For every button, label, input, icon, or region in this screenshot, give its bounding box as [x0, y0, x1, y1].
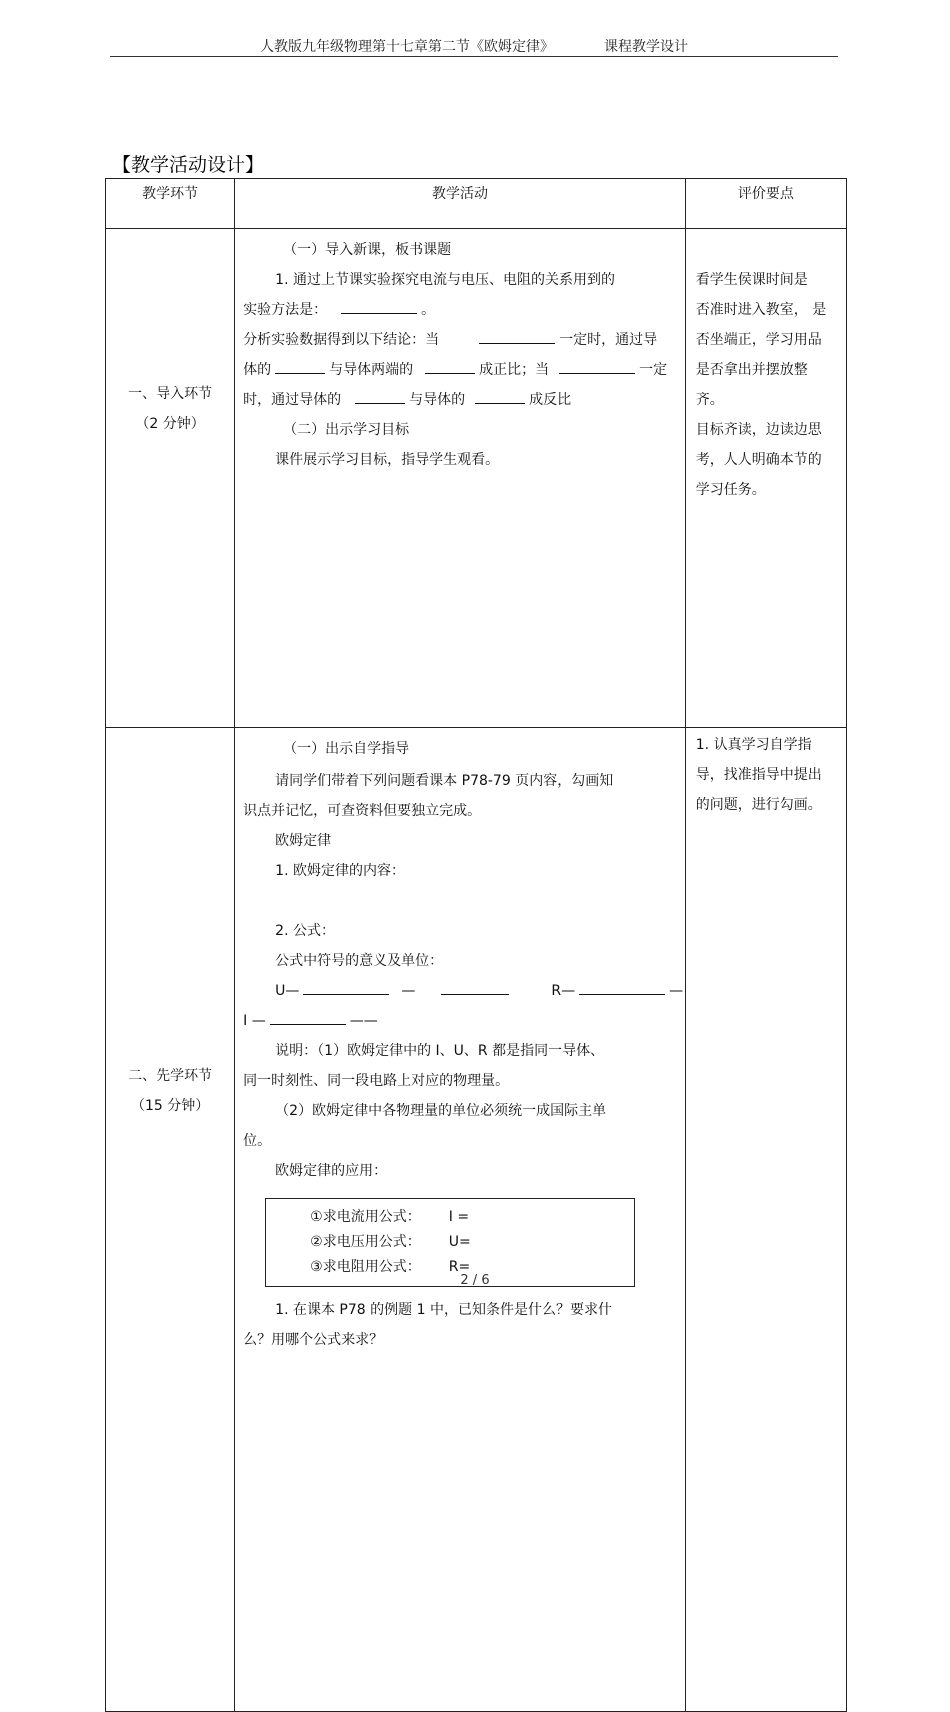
fill-blank	[479, 325, 555, 344]
fill-blank	[355, 385, 405, 404]
eval-cell	[685, 728, 846, 1712]
activity-line: 课件展示学习目标，指导学生观看。	[275, 452, 500, 468]
activity-line: 时，通过导体的 与导体的 成反比	[243, 385, 677, 415]
stage-cell	[106, 229, 235, 728]
fill-blank	[275, 355, 325, 374]
activity-line: 1. 欧姆定律的内容：	[275, 863, 405, 879]
activity-line: 么？用哪个公式来求？	[243, 1332, 384, 1348]
activity-line: （一）导入新课，板书课题	[283, 242, 452, 258]
fill-blank	[270, 1006, 346, 1025]
eval-line: 的问题，进行勾画。	[695, 797, 822, 813]
table-row	[106, 229, 847, 728]
eval-line: 否准时进入教室， 是	[695, 302, 827, 318]
header-title: 人教版九年级物理第十七章第二节《欧姆定律》	[260, 39, 554, 55]
header-rule	[110, 56, 838, 57]
activity-line: 1. 通过上节课实验探究电流与电压、电阻的关系用到的	[275, 272, 615, 288]
activity-line: 识点并记忆，可查资料但要独立完成。	[243, 803, 482, 819]
eval-line: 考，人人明确本节的	[695, 452, 822, 468]
stage-duration: （15 分钟）	[130, 1098, 210, 1114]
eval-line: 是否拿出并摆放整	[695, 362, 808, 378]
fill-blank	[559, 355, 635, 374]
section-title: 【教学活动设计】	[112, 154, 265, 176]
activity-line: 体的 与导体两端的 成正比；当 一定	[243, 355, 677, 385]
fill-blank	[341, 295, 417, 314]
activity-line: 欧姆定律的应用：	[275, 1163, 388, 1179]
fill-blank	[441, 976, 509, 995]
stage-name: 一、导入环节	[128, 386, 213, 402]
stage-cell	[106, 728, 235, 1712]
activity-line: 请同学们带着下列问题看课本 P78-79 页内容，勾画知	[275, 773, 614, 789]
activity-line: 同一时刻性、同一段电路上对应的物理量。	[243, 1073, 510, 1089]
stage-name: 二、先学环节	[128, 1068, 213, 1084]
fill-blank	[303, 976, 389, 995]
header-subtitle: 课程教学设计	[604, 39, 688, 55]
activity-line: 分析实验数据得到以下结论：当 一定时，通过导	[243, 325, 677, 355]
eval-line: 目标齐读，边读边思	[695, 422, 822, 438]
eval-line: 齐。	[695, 392, 724, 408]
fill-blank	[425, 355, 475, 374]
activity-line: U— — R— —	[243, 976, 677, 1006]
header-cell-activity: 教学活动	[235, 179, 686, 229]
activity-line: （2）欧姆定律中各物理量的单位必须统一成国际主单	[275, 1103, 607, 1119]
formula-row: ①求电流用公式： I =	[310, 1209, 470, 1225]
lesson-table	[105, 178, 847, 1712]
spacer	[243, 886, 677, 916]
table-header-row	[106, 179, 847, 229]
eval-line: 看学生侯课时间是	[695, 272, 808, 288]
eval-cell	[685, 229, 846, 728]
page-header	[110, 36, 838, 56]
activity-line: 2. 公式：	[275, 923, 335, 939]
activity-line: 1. 在课本 P78 的例题 1 中，已知条件是什么？要求什	[275, 1302, 612, 1318]
activity-line: 欧姆定律	[275, 833, 332, 849]
eval-line: 1. 认真学习自学指	[695, 737, 812, 753]
page-number: 2 / 6	[460, 1273, 490, 1288]
activity-line: （一）出示自学指导	[283, 741, 410, 757]
activity-line: （二）出示学习目标	[283, 422, 410, 438]
table-row	[106, 728, 847, 1712]
activity-cell	[235, 229, 686, 728]
stage-duration: （2 分钟）	[135, 416, 205, 432]
activity-line: I — ——	[243, 1006, 677, 1036]
eval-line: 学习任务。	[695, 482, 766, 498]
eval-line: 导，找准指导中提出	[695, 767, 822, 783]
activity-cell	[235, 728, 686, 1712]
formula-row: ③求电阻用公式： R=	[310, 1259, 471, 1275]
eval-line: 否坐端正，学习用品	[695, 332, 822, 348]
activity-line: 位。	[243, 1133, 272, 1149]
header-cell-eval: 评价要点	[685, 179, 846, 229]
fill-blank	[579, 976, 665, 995]
activity-line: 实验方法是： 。	[243, 295, 677, 325]
activity-line: 公式中符号的意义及单位：	[275, 953, 444, 969]
header-cell-stage: 教学环节	[106, 179, 235, 229]
formula-row: ②求电压用公式： U=	[310, 1234, 471, 1250]
activity-line: 说明：（1）欧姆定律中的 I、U、R 都是指同一导体、	[275, 1043, 605, 1059]
fill-blank	[475, 385, 525, 404]
